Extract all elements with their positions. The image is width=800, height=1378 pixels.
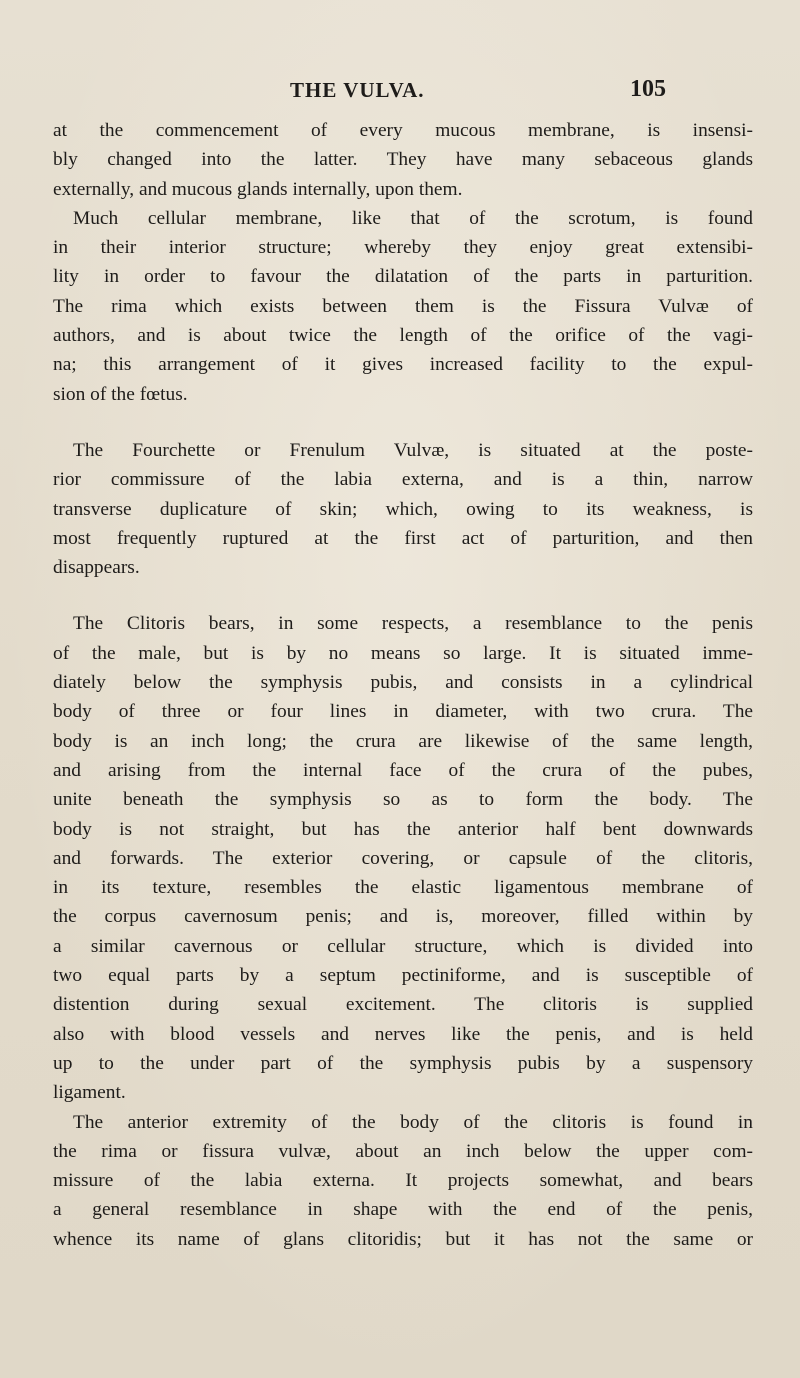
- text-line: in its texture, resembles the elastic ligamentous membrane of: [53, 877, 753, 899]
- text-line: the rima or fissura vulvæ, about an inch below the upper com-: [53, 1140, 753, 1162]
- text-line: distention during sexual excitement. The clitoris is supplied: [53, 994, 753, 1016]
- text-line: unite beneath the symphysis so as to form the body. The: [53, 789, 753, 811]
- text-line: bly changed into the latter. They have many sebaceous glands: [53, 149, 753, 171]
- text-line: in their interior structure; whereby they enjoy great extensibi-: [53, 237, 753, 259]
- text-line: two equal parts by a septum pectiniforme, and is susceptible of: [53, 965, 753, 987]
- page-header: [0, 78, 800, 108]
- page-number: 105: [630, 76, 666, 102]
- paragraph-2: [53, 204, 753, 409]
- text-line: ligament.: [53, 1082, 126, 1104]
- text-line: The Clitoris bears, in some respects, a resemblance to the penis: [73, 613, 753, 635]
- paragraph-1: [53, 116, 753, 204]
- text-line: diately below the symphysis pubis, and consists in a cylindrical: [53, 672, 753, 694]
- running-title: THE VULVA.: [290, 78, 425, 102]
- text-line: up to the under part of the symphysis pubis by a suspensory: [53, 1052, 753, 1074]
- text-line: sion of the fœtus.: [53, 383, 188, 405]
- body-text: [53, 116, 753, 1254]
- text-line: also with blood vessels and nerves like the penis, and is held: [53, 1023, 753, 1045]
- text-line: a similar cavernous or cellular structure, which is divided into: [53, 935, 753, 957]
- paragraph-gap: [53, 582, 753, 609]
- text-line: authors, and is about twice the length of the orifice of the vagi-: [53, 325, 753, 347]
- text-line: missure of the labia externa. It projects somewhat, and bears: [53, 1170, 753, 1192]
- paragraph-gap: [53, 409, 753, 436]
- text-line: of the male, but is by no means so large. It is situated imme-: [53, 642, 753, 664]
- text-line: body is an inch long; the crura are likewise of the same length,: [53, 730, 753, 752]
- text-line: body is not straight, but has the anterior half bent downwards: [53, 818, 753, 840]
- paragraph-3: [53, 436, 753, 582]
- text-line: lity in order to favour the dilatation of the parts in parturition.: [53, 266, 753, 288]
- text-line: the corpus cavernosum penis; and is, moreover, filled within by: [53, 906, 753, 928]
- text-line: at the commencement of every mucous membrane, is insensi-: [53, 120, 753, 141]
- paragraph-5: [53, 1108, 753, 1254]
- text-line: The Fourchette or Frenulum Vulvæ, is situated at the poste-: [73, 439, 753, 461]
- text-line: and forwards. The exterior covering, or capsule of the clitoris,: [53, 847, 753, 869]
- text-line: a general resemblance in shape with the end of the penis,: [53, 1199, 753, 1221]
- text-line: Much cellular membrane, like that of the scrotum, is found: [73, 207, 753, 229]
- text-line: most frequently ruptured at the first act of parturition, and then: [53, 527, 753, 549]
- text-line: The anterior extremity of the body of the clitoris is found in: [73, 1111, 753, 1133]
- text-line: na; this arrangement of it gives increased facility to the expul-: [53, 354, 753, 376]
- text-line: The rima which exists between them is the Fissura Vulvæ of: [53, 295, 753, 317]
- text-line: transverse duplicature of skin; which, owing to its weakness, is: [53, 498, 753, 520]
- paragraph-4: [53, 609, 753, 1107]
- text-line: and arising from the internal face of the crura of the pubes,: [53, 759, 753, 781]
- text-line: externally, and mucous glands internally, upon them.: [53, 178, 463, 200]
- text-line: disappears.: [53, 557, 140, 579]
- text-line: whence its name of glans clitoridis; but it has not the same or: [53, 1228, 753, 1250]
- text-line: body of three or four lines in diameter, with two crura. The: [53, 701, 753, 723]
- text-line: rior commissure of the labia externa, and is a thin, narrow: [53, 469, 753, 491]
